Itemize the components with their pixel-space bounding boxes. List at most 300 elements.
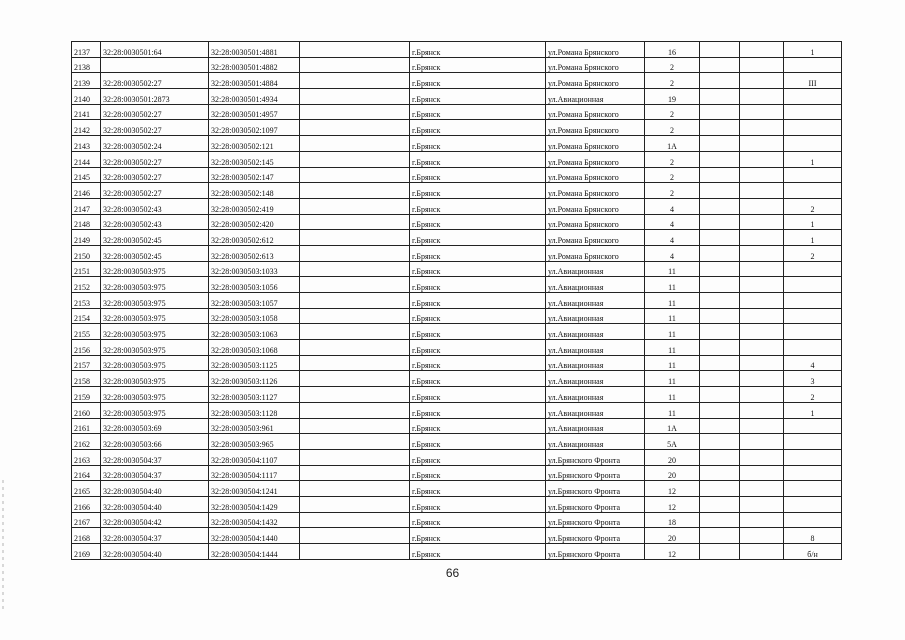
table-row xyxy=(72,293,842,309)
apartment-cell xyxy=(784,496,842,512)
building-cell xyxy=(700,261,740,277)
street-cell: ул.Авиационная xyxy=(546,434,645,450)
land-cadastral-number-cell: 32:28:0030503:975 xyxy=(101,277,209,293)
building-cell xyxy=(700,355,740,371)
city-cell: г.Брянск xyxy=(410,89,546,105)
street-cell: ул.Романа Брянского xyxy=(546,167,645,183)
row-number-cell: 2142 xyxy=(72,120,101,136)
house-number-cell: 4 xyxy=(645,245,700,261)
land-cadastral-number-cell: 32:28:0030504:40 xyxy=(101,496,209,512)
street-cell: ул.Авиационная xyxy=(546,277,645,293)
building-cell xyxy=(700,183,740,199)
structure-cell xyxy=(740,324,784,340)
apartment-cell xyxy=(784,449,842,465)
structure-cell xyxy=(740,481,784,497)
apartment-cell xyxy=(784,481,842,497)
city-cell: г.Брянск xyxy=(410,512,546,528)
blank-cell xyxy=(300,387,410,403)
table-row xyxy=(72,42,842,58)
apartment-cell xyxy=(784,183,842,199)
street-cell: ул.Романа Брянского xyxy=(546,198,645,214)
city-cell: г.Брянск xyxy=(410,293,546,309)
object-cadastral-number-cell: 32:28:0030504:1107 xyxy=(209,449,300,465)
structure-cell xyxy=(740,402,784,418)
building-cell xyxy=(700,104,740,120)
table-row xyxy=(72,512,842,528)
row-number-cell: 2155 xyxy=(72,324,101,340)
object-cadastral-number-cell: 32:28:0030504:1432 xyxy=(209,512,300,528)
land-cadastral-number-cell: 32:28:0030503:975 xyxy=(101,402,209,418)
land-cadastral-number-cell: 32:28:0030504:37 xyxy=(101,465,209,481)
object-cadastral-number-cell: 32:28:0030502:145 xyxy=(209,151,300,167)
object-cadastral-number-cell: 32:28:0030504:1241 xyxy=(209,481,300,497)
city-cell: г.Брянск xyxy=(410,434,546,450)
apartment-cell: 2 xyxy=(784,387,842,403)
object-cadastral-number-cell: 32:28:0030503:961 xyxy=(209,418,300,434)
row-number-cell: 2154 xyxy=(72,308,101,324)
row-number-cell: 2161 xyxy=(72,418,101,434)
row-number-cell: 2146 xyxy=(72,183,101,199)
row-number-cell: 2148 xyxy=(72,214,101,230)
object-cadastral-number-cell: 32:28:0030501:4884 xyxy=(209,73,300,89)
house-number-cell: 2 xyxy=(645,167,700,183)
city-cell: г.Брянск xyxy=(410,73,546,89)
object-cadastral-number-cell: 32:28:0030501:4881 xyxy=(209,42,300,58)
blank-cell xyxy=(300,42,410,58)
structure-cell xyxy=(740,371,784,387)
blank-cell xyxy=(300,402,410,418)
object-cadastral-number-cell: 32:28:0030502:419 xyxy=(209,198,300,214)
street-cell: ул.Авиационная xyxy=(546,418,645,434)
house-number-cell: 2 xyxy=(645,73,700,89)
house-number-cell: 1А xyxy=(645,136,700,152)
land-cadastral-number-cell: 32:28:0030503:975 xyxy=(101,340,209,356)
table-row xyxy=(72,481,842,497)
registry-table xyxy=(71,41,842,560)
street-cell: ул.Романа Брянского xyxy=(546,136,645,152)
building-cell xyxy=(700,245,740,261)
object-cadastral-number-cell: 32:28:0030504:1429 xyxy=(209,496,300,512)
house-number-cell: 4 xyxy=(645,230,700,246)
blank-cell xyxy=(300,89,410,105)
street-cell: ул.Брянского Фронта xyxy=(546,481,645,497)
city-cell: г.Брянск xyxy=(410,418,546,434)
structure-cell xyxy=(740,340,784,356)
house-number-cell: 11 xyxy=(645,371,700,387)
house-number-cell: 11 xyxy=(645,324,700,340)
table-row xyxy=(72,402,842,418)
land-cadastral-number-cell: 32:28:0030502:27 xyxy=(101,120,209,136)
table-row xyxy=(72,449,842,465)
house-number-cell: 12 xyxy=(645,496,700,512)
house-number-cell: 11 xyxy=(645,293,700,309)
apartment-cell xyxy=(784,104,842,120)
city-cell: г.Брянск xyxy=(410,481,546,497)
structure-cell xyxy=(740,449,784,465)
apartment-cell: 4 xyxy=(784,355,842,371)
land-cadastral-number-cell: 32:28:0030503:975 xyxy=(101,324,209,340)
building-cell xyxy=(700,434,740,450)
row-number-cell: 2169 xyxy=(72,544,101,560)
table-row xyxy=(72,104,842,120)
building-cell xyxy=(700,449,740,465)
apartment-cell: III xyxy=(784,73,842,89)
city-cell: г.Брянск xyxy=(410,465,546,481)
apartment-cell: 1 xyxy=(784,42,842,58)
blank-cell xyxy=(300,481,410,497)
land-cadastral-number-cell: 32:28:0030502:27 xyxy=(101,73,209,89)
structure-cell xyxy=(740,230,784,246)
row-number-cell: 2156 xyxy=(72,340,101,356)
land-cadastral-number-cell: 32:28:0030502:27 xyxy=(101,104,209,120)
blank-cell xyxy=(300,449,410,465)
building-cell xyxy=(700,120,740,136)
row-number-cell: 2153 xyxy=(72,293,101,309)
row-number-cell: 2158 xyxy=(72,371,101,387)
table-row xyxy=(72,324,842,340)
blank-cell xyxy=(300,308,410,324)
house-number-cell: 11 xyxy=(645,308,700,324)
structure-cell xyxy=(740,465,784,481)
land-cadastral-number-cell: 32:28:0030504:40 xyxy=(101,481,209,497)
land-cadastral-number-cell: 32:28:0030502:45 xyxy=(101,245,209,261)
land-cadastral-number-cell: 32:28:0030503:66 xyxy=(101,434,209,450)
table-row xyxy=(72,89,842,105)
apartment-cell xyxy=(784,308,842,324)
street-cell: ул.Романа Брянского xyxy=(546,120,645,136)
row-number-cell: 2164 xyxy=(72,465,101,481)
blank-cell xyxy=(300,465,410,481)
city-cell: г.Брянск xyxy=(410,387,546,403)
house-number-cell: 4 xyxy=(645,198,700,214)
blank-cell xyxy=(300,104,410,120)
land-cadastral-number-cell: 32:28:0030504:42 xyxy=(101,512,209,528)
building-cell xyxy=(700,57,740,73)
blank-cell xyxy=(300,512,410,528)
apartment-cell xyxy=(784,167,842,183)
structure-cell xyxy=(740,120,784,136)
row-number-cell: 2150 xyxy=(72,245,101,261)
object-cadastral-number-cell: 32:28:0030502:121 xyxy=(209,136,300,152)
row-number-cell: 2165 xyxy=(72,481,101,497)
street-cell: ул.Брянского Фронта xyxy=(546,512,645,528)
structure-cell xyxy=(740,136,784,152)
house-number-cell: 11 xyxy=(645,261,700,277)
building-cell xyxy=(700,496,740,512)
object-cadastral-number-cell: 32:28:0030504:1444 xyxy=(209,544,300,560)
row-number-cell: 2152 xyxy=(72,277,101,293)
object-cadastral-number-cell: 32:28:0030503:1126 xyxy=(209,371,300,387)
structure-cell xyxy=(740,277,784,293)
object-cadastral-number-cell: 32:28:0030503:965 xyxy=(209,434,300,450)
object-cadastral-number-cell: 32:28:0030503:1068 xyxy=(209,340,300,356)
building-cell xyxy=(700,277,740,293)
land-cadastral-number-cell: 32:28:0030504:37 xyxy=(101,449,209,465)
land-cadastral-number-cell: 32:28:0030503:69 xyxy=(101,418,209,434)
house-number-cell: 2 xyxy=(645,183,700,199)
city-cell: г.Брянск xyxy=(410,528,546,544)
object-cadastral-number-cell: 32:28:0030504:1440 xyxy=(209,528,300,544)
building-cell xyxy=(700,42,740,58)
object-cadastral-number-cell: 32:28:0030503:1125 xyxy=(209,355,300,371)
blank-cell xyxy=(300,73,410,89)
building-cell xyxy=(700,198,740,214)
structure-cell xyxy=(740,104,784,120)
structure-cell xyxy=(740,544,784,560)
table-row xyxy=(72,418,842,434)
building-cell xyxy=(700,151,740,167)
street-cell: ул.Авиационная xyxy=(546,340,645,356)
object-cadastral-number-cell: 32:28:0030502:147 xyxy=(209,167,300,183)
object-cadastral-number-cell: 32:28:0030502:148 xyxy=(209,183,300,199)
city-cell: г.Брянск xyxy=(410,371,546,387)
blank-cell xyxy=(300,371,410,387)
city-cell: г.Брянск xyxy=(410,308,546,324)
table-row xyxy=(72,214,842,230)
row-number-cell: 2166 xyxy=(72,496,101,512)
structure-cell xyxy=(740,418,784,434)
row-number-cell: 2141 xyxy=(72,104,101,120)
blank-cell xyxy=(300,136,410,152)
land-cadastral-number-cell: 32:28:0030503:975 xyxy=(101,355,209,371)
street-cell: ул.Романа Брянского xyxy=(546,42,645,58)
land-cadastral-number-cell: 32:28:0030503:975 xyxy=(101,308,209,324)
object-cadastral-number-cell: 32:28:0030503:1033 xyxy=(209,261,300,277)
row-number-cell: 2149 xyxy=(72,230,101,246)
apartment-cell: 2 xyxy=(784,198,842,214)
land-cadastral-number-cell: 32:28:0030503:975 xyxy=(101,293,209,309)
house-number-cell: 20 xyxy=(645,449,700,465)
building-cell xyxy=(700,512,740,528)
blank-cell xyxy=(300,434,410,450)
city-cell: г.Брянск xyxy=(410,57,546,73)
structure-cell xyxy=(740,528,784,544)
city-cell: г.Брянск xyxy=(410,167,546,183)
table-row xyxy=(72,198,842,214)
land-cadastral-number-cell: 32:28:0030502:27 xyxy=(101,167,209,183)
structure-cell xyxy=(740,183,784,199)
street-cell: ул.Авиационная xyxy=(546,308,645,324)
city-cell: г.Брянск xyxy=(410,183,546,199)
street-cell: ул.Авиационная xyxy=(546,293,645,309)
table-row xyxy=(72,183,842,199)
table-row xyxy=(72,120,842,136)
apartment-cell xyxy=(784,120,842,136)
house-number-cell: 12 xyxy=(645,481,700,497)
street-cell: ул.Авиационная xyxy=(546,387,645,403)
land-cadastral-number-cell: 32:28:0030503:975 xyxy=(101,371,209,387)
building-cell xyxy=(700,371,740,387)
apartment-cell xyxy=(784,261,842,277)
row-number-cell: 2140 xyxy=(72,89,101,105)
street-cell: ул.Романа Брянского xyxy=(546,57,645,73)
street-cell: ул.Авиационная xyxy=(546,89,645,105)
city-cell: г.Брянск xyxy=(410,136,546,152)
house-number-cell: 2 xyxy=(645,57,700,73)
row-number-cell: 2137 xyxy=(72,42,101,58)
street-cell: ул.Романа Брянского xyxy=(546,104,645,120)
city-cell: г.Брянск xyxy=(410,245,546,261)
table-row xyxy=(72,230,842,246)
building-cell xyxy=(700,167,740,183)
apartment-cell: 2 xyxy=(784,245,842,261)
building-cell xyxy=(700,418,740,434)
land-cadastral-number-cell: 32:28:0030502:43 xyxy=(101,198,209,214)
row-number-cell: 2167 xyxy=(72,512,101,528)
apartment-cell: 1 xyxy=(784,151,842,167)
land-cadastral-number-cell: 32:28:0030502:27 xyxy=(101,151,209,167)
row-number-cell: 2168 xyxy=(72,528,101,544)
row-number-cell: 2159 xyxy=(72,387,101,403)
building-cell xyxy=(700,293,740,309)
blank-cell xyxy=(300,230,410,246)
house-number-cell: 18 xyxy=(645,512,700,528)
structure-cell xyxy=(740,73,784,89)
city-cell: г.Брянск xyxy=(410,230,546,246)
building-cell xyxy=(700,481,740,497)
house-number-cell: 11 xyxy=(645,277,700,293)
object-cadastral-number-cell: 32:28:0030503:1127 xyxy=(209,387,300,403)
object-cadastral-number-cell: 32:28:0030504:1117 xyxy=(209,465,300,481)
land-cadastral-number-cell: 32:28:0030502:24 xyxy=(101,136,209,152)
structure-cell xyxy=(740,308,784,324)
structure-cell xyxy=(740,355,784,371)
structure-cell xyxy=(740,434,784,450)
object-cadastral-number-cell: 32:28:0030501:4934 xyxy=(209,89,300,105)
house-number-cell: 11 xyxy=(645,340,700,356)
land-cadastral-number-cell: 32:28:0030501:64 xyxy=(101,42,209,58)
house-number-cell: 2 xyxy=(645,151,700,167)
blank-cell xyxy=(300,418,410,434)
land-cadastral-number-cell xyxy=(101,57,209,73)
blank-cell xyxy=(300,277,410,293)
structure-cell xyxy=(740,245,784,261)
city-cell: г.Брянск xyxy=(410,120,546,136)
house-number-cell: 2 xyxy=(645,120,700,136)
structure-cell xyxy=(740,42,784,58)
table-row xyxy=(72,340,842,356)
object-cadastral-number-cell: 32:28:0030503:1057 xyxy=(209,293,300,309)
land-cadastral-number-cell: 32:28:0030502:43 xyxy=(101,214,209,230)
table-row xyxy=(72,387,842,403)
building-cell xyxy=(700,308,740,324)
table-row xyxy=(72,245,842,261)
blank-cell xyxy=(300,355,410,371)
apartment-cell: б/н xyxy=(784,544,842,560)
blank-cell xyxy=(300,120,410,136)
street-cell: ул.Романа Брянского xyxy=(546,183,645,199)
building-cell xyxy=(700,387,740,403)
object-cadastral-number-cell: 32:28:0030503:1056 xyxy=(209,277,300,293)
blank-cell xyxy=(300,324,410,340)
apartment-cell: 3 xyxy=(784,371,842,387)
city-cell: г.Брянск xyxy=(410,544,546,560)
blank-cell xyxy=(300,198,410,214)
row-number-cell: 2145 xyxy=(72,167,101,183)
table-row xyxy=(72,308,842,324)
apartment-cell xyxy=(784,136,842,152)
row-number-cell: 2144 xyxy=(72,151,101,167)
land-cadastral-number-cell: 32:28:0030504:37 xyxy=(101,528,209,544)
building-cell xyxy=(700,89,740,105)
land-cadastral-number-cell: 32:28:0030501:2873 xyxy=(101,89,209,105)
structure-cell xyxy=(740,167,784,183)
city-cell: г.Брянск xyxy=(410,198,546,214)
table-row xyxy=(72,261,842,277)
structure-cell xyxy=(740,387,784,403)
building-cell xyxy=(700,230,740,246)
object-cadastral-number-cell: 32:28:0030503:1063 xyxy=(209,324,300,340)
object-cadastral-number-cell: 32:28:0030501:4957 xyxy=(209,104,300,120)
blank-cell xyxy=(300,151,410,167)
house-number-cell: 2 xyxy=(645,104,700,120)
house-number-cell: 4 xyxy=(645,214,700,230)
street-cell: ул.Брянского Фронта xyxy=(546,496,645,512)
city-cell: г.Брянск xyxy=(410,42,546,58)
table-row xyxy=(72,151,842,167)
structure-cell xyxy=(740,89,784,105)
blank-cell xyxy=(300,293,410,309)
street-cell: ул.Романа Брянского xyxy=(546,73,645,89)
blank-cell xyxy=(300,167,410,183)
city-cell: г.Брянск xyxy=(410,324,546,340)
row-number-cell: 2151 xyxy=(72,261,101,277)
structure-cell xyxy=(740,214,784,230)
city-cell: г.Брянск xyxy=(410,151,546,167)
object-cadastral-number-cell: 32:28:0030502:420 xyxy=(209,214,300,230)
blank-cell xyxy=(300,544,410,560)
building-cell xyxy=(700,214,740,230)
object-cadastral-number-cell: 32:28:0030502:1097 xyxy=(209,120,300,136)
city-cell: г.Брянск xyxy=(410,402,546,418)
structure-cell xyxy=(740,198,784,214)
object-cadastral-number-cell: 32:28:0030502:613 xyxy=(209,245,300,261)
land-cadastral-number-cell: 32:28:0030503:975 xyxy=(101,261,209,277)
city-cell: г.Брянск xyxy=(410,214,546,230)
street-cell: ул.Брянского Фронта xyxy=(546,449,645,465)
row-number-cell: 2143 xyxy=(72,136,101,152)
row-number-cell: 2138 xyxy=(72,57,101,73)
city-cell: г.Брянск xyxy=(410,277,546,293)
registry-table-body xyxy=(72,42,842,560)
apartment-cell: 8 xyxy=(784,528,842,544)
land-cadastral-number-cell: 32:28:0030502:27 xyxy=(101,183,209,199)
house-number-cell: 20 xyxy=(645,465,700,481)
apartment-cell xyxy=(784,293,842,309)
object-cadastral-number-cell: 32:28:0030501:4882 xyxy=(209,57,300,73)
page-number: 66 xyxy=(445,566,460,580)
blank-cell xyxy=(300,340,410,356)
apartment-cell xyxy=(784,418,842,434)
street-cell: ул.Авиационная xyxy=(546,324,645,340)
city-cell: г.Брянск xyxy=(410,355,546,371)
table-row xyxy=(72,544,842,560)
apartment-cell xyxy=(784,57,842,73)
blank-cell xyxy=(300,245,410,261)
blank-cell xyxy=(300,496,410,512)
house-number-cell: 5А xyxy=(645,434,700,450)
house-number-cell: 12 xyxy=(645,544,700,560)
structure-cell xyxy=(740,496,784,512)
table-row xyxy=(72,496,842,512)
city-cell: г.Брянск xyxy=(410,496,546,512)
blank-cell xyxy=(300,183,410,199)
table-row xyxy=(72,277,842,293)
city-cell: г.Брянск xyxy=(410,340,546,356)
house-number-cell: 11 xyxy=(645,355,700,371)
house-number-cell: 1А xyxy=(645,418,700,434)
street-cell: ул.Романа Брянского xyxy=(546,214,645,230)
